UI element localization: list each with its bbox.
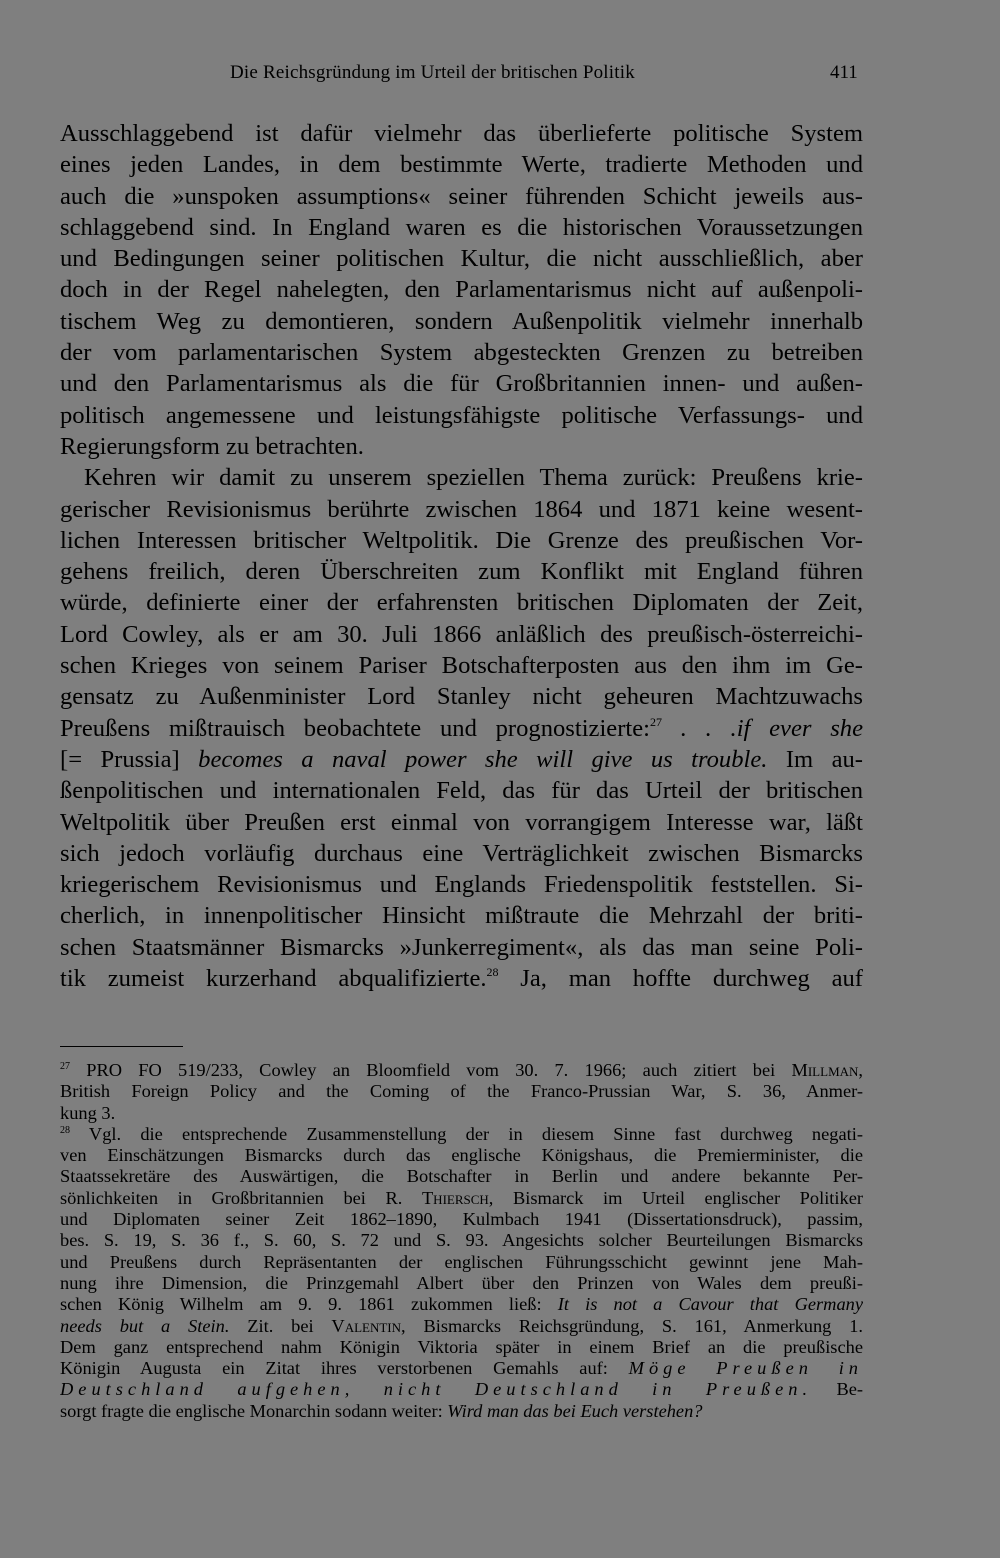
spaced-german-quote: Deutschland aufgehen, nicht Deutschland in Preußen. <box>60 1379 813 1400</box>
text-line: eines jeden Landes, in dem bestimmte Werte, tradierte Methoden und <box>60 151 863 179</box>
running-title: Die Reichsgründung im Urteil der britischen Politik <box>230 62 635 83</box>
footnote-line <box>60 1060 863 1081</box>
text-line: politisch angemessene und leistungsfähigste politische Verfassungs- und <box>60 401 863 429</box>
footnote-line: nung ihre Dimension, die Prinzgemahl Albert über den Prinzen von Wales dem preußi- <box>60 1272 863 1293</box>
text-line: Regierungsform zu betrachten. <box>60 432 364 460</box>
footnote-line <box>60 1379 863 1400</box>
text-line: kriegerischem Revisionismus und Englands Friedenspolitik feststellen. Si- <box>60 871 863 899</box>
line-text: Ja, man hoffte durchweg auf <box>498 965 863 993</box>
spaced-german-quote: Möge Preußen in <box>628 1358 863 1379</box>
editorial-bracket: [= Prussia] <box>60 745 180 773</box>
main-text <box>60 118 863 994</box>
footnote-ref-28[interactable]: 28 <box>486 965 499 980</box>
text-line: und Bedingungen seiner politischen Kultur, die nicht ausschließlich, aber <box>60 245 863 273</box>
footnote-line: kung 3. <box>60 1102 116 1123</box>
text-line: und den Parlamentarismus als die für Großbritannien innen- und außen- <box>60 370 863 398</box>
line-text: Be- <box>812 1379 863 1400</box>
footnote-line <box>60 1124 863 1145</box>
footnote-28 <box>60 1124 863 1422</box>
footnote-line: Staatssekretäre des Auswärtigen, die Botschafter in Berlin und andere bekannte Per- <box>60 1166 863 1187</box>
text-line: Weltpolitik über Preußen erst einmal von vorrangigem Interesse war, läßt <box>60 808 863 836</box>
footnote-line <box>60 1358 863 1379</box>
text-line: ßenpolitischen und internationalen Feld, das für das Urteil der britischen <box>60 777 863 805</box>
text-line: schen Staatsmänner Bismarcks »Junkerregiment«, als das man seine Poli- <box>60 933 863 961</box>
text-line: doch in der Regel nahelegten, den Parlamentarismus nicht auf außenpoli- <box>60 276 863 304</box>
text-line: der vom parlamentarischen System abgesteckten Grenzen zu betreiben <box>60 339 863 367</box>
footnote-line: ven Einschätzungen Bismarcks durch das englische Königshaus, die Premierminister, die <box>60 1145 863 1166</box>
english-quote: . . .if ever she <box>661 714 863 742</box>
footnote-number: 28 <box>60 1124 70 1136</box>
footnote-line <box>60 1401 863 1422</box>
paragraph-2 <box>60 462 863 994</box>
footnote-27 <box>60 1060 863 1124</box>
footnote-line: und Preußens durch Repräsentanten der englischen Führungsschicht gewinnt jene Mah- <box>60 1251 863 1272</box>
text-line: cherlich, in innenpolitischer Hinsicht mißtraute die Mehrzahl der briti- <box>60 902 863 930</box>
text-line: gehens freilich, deren Überschreiten zum Konflikt mit England führen <box>60 558 863 586</box>
text-line: auch die »unspoken assumptions« seiner führenden Schicht jeweils aus- <box>60 182 863 210</box>
footnote-line <box>60 1316 863 1337</box>
english-quote: needs but a Stein. <box>60 1315 230 1336</box>
line-text: schen König Wilhelm am 9. 9. 1861 zukommen ließ: <box>60 1294 558 1315</box>
text-line: schlaggebend sind. In England waren es die historischen Voraussetzungen <box>60 213 863 241</box>
text-line: gerischer Revisionismus berührte zwischen 1864 und 1871 keine wesent- <box>60 495 863 523</box>
text-line <box>60 744 863 775</box>
text-line: Ausschlaggebend ist dafür vielmehr das überlieferte politische System <box>60 120 863 147</box>
line-text: Bismarcks Reichsgründung, S. 161, Anmerkung 1. <box>405 1315 863 1336</box>
text-line: Kehren wir damit zu unserem speziellen Thema zurück: Preußens krie- <box>84 464 863 492</box>
author-name: Thiersch, <box>421 1187 494 1208</box>
footnotes <box>60 1060 863 1422</box>
text-line: würde, definierte einer der erfahrensten britischen Diplomaten der Zeit, <box>60 589 863 617</box>
author-name: Valentin, <box>331 1315 406 1336</box>
paragraph-1 <box>60 118 863 462</box>
text-line: tischem Weg zu demontieren, sondern Außenpolitik vielmehr innerhalb <box>60 307 863 335</box>
line-text: Vgl. die entsprechende Zusammenstellung der in diesem Sinne fast durchweg negati- <box>70 1123 863 1144</box>
footnote-line <box>60 1188 863 1209</box>
line-text: PRO FO 519/233, Cowley an Bloomfield vom 30. 7. 1966; auch zitiert bei <box>70 1060 792 1080</box>
line-text: Königin Augusta ein Zitat ihres verstorbenen Gemahls auf: <box>60 1358 629 1379</box>
text-line: Lord Cowley, als er am 30. Juli 1866 anläßlich des preußisch-österreichi- <box>60 620 863 648</box>
line-text: sönlichkeiten in Großbritannien bei R. <box>60 1187 422 1208</box>
line-text: Zit. bei <box>229 1315 332 1336</box>
line-text: sorgt fragte die englische Monarchin sodann weiter: <box>60 1400 448 1421</box>
line-text: Im au- <box>767 745 863 773</box>
line-text: Bismarck im Urteil englischer Politiker <box>493 1187 863 1208</box>
text-line: lichen Interessen britischer Weltpolitik. Die Grenze des preußischen Vor- <box>60 526 863 554</box>
german-quote: Wird man das bei Euch verstehen? <box>447 1400 703 1421</box>
footnote-line: British Foreign Policy and the Coming of the Franco-Prussian War, S. 36, Anmer- <box>60 1081 863 1102</box>
footnote-divider <box>60 1046 183 1047</box>
line-text: tik zumeist kurzerhand abqualifizierte. <box>60 965 487 993</box>
footnote-number: 27 <box>60 1061 70 1072</box>
footnote-ref-27[interactable]: 27 <box>649 714 662 729</box>
author-name: Millman, <box>791 1060 863 1080</box>
english-quote: It is not a Cavour that Germany <box>557 1294 863 1315</box>
footnote-line: Dem ganz entsprechend nahm Königin Viktoria später in einem Brief an die preußische <box>60 1336 863 1357</box>
text-line: sich jedoch vorläufig durchaus eine Verträglichkeit zwischen Bismarcks <box>60 839 863 867</box>
text-line <box>60 713 863 744</box>
text-line <box>60 963 863 994</box>
line-text: Preußens mißtrauisch beobachtete und prognostizierte: <box>60 714 650 742</box>
text-line: gensatz zu Außenminister Lord Stanley nicht geheuren Machtzuwachs <box>60 683 863 711</box>
text-line: schen Krieges von seinem Pariser Botschafterposten aus den ihm im Ge- <box>60 652 863 680</box>
footnote-line: und Diplomaten seiner Zeit 1862–1890, Kulmbach 1941 (Dissertationsdruck), passim, <box>60 1209 863 1230</box>
footnote-line: bes. S. 19, S. 36 f., S. 60, S. 72 und S. 93. Angesichts solcher Beurteilungen Bismarcks <box>60 1230 863 1251</box>
footnote-line <box>60 1294 863 1315</box>
page-number: 411 <box>830 62 858 83</box>
english-quote: becomes a naval power she will give us trouble. <box>198 745 768 773</box>
